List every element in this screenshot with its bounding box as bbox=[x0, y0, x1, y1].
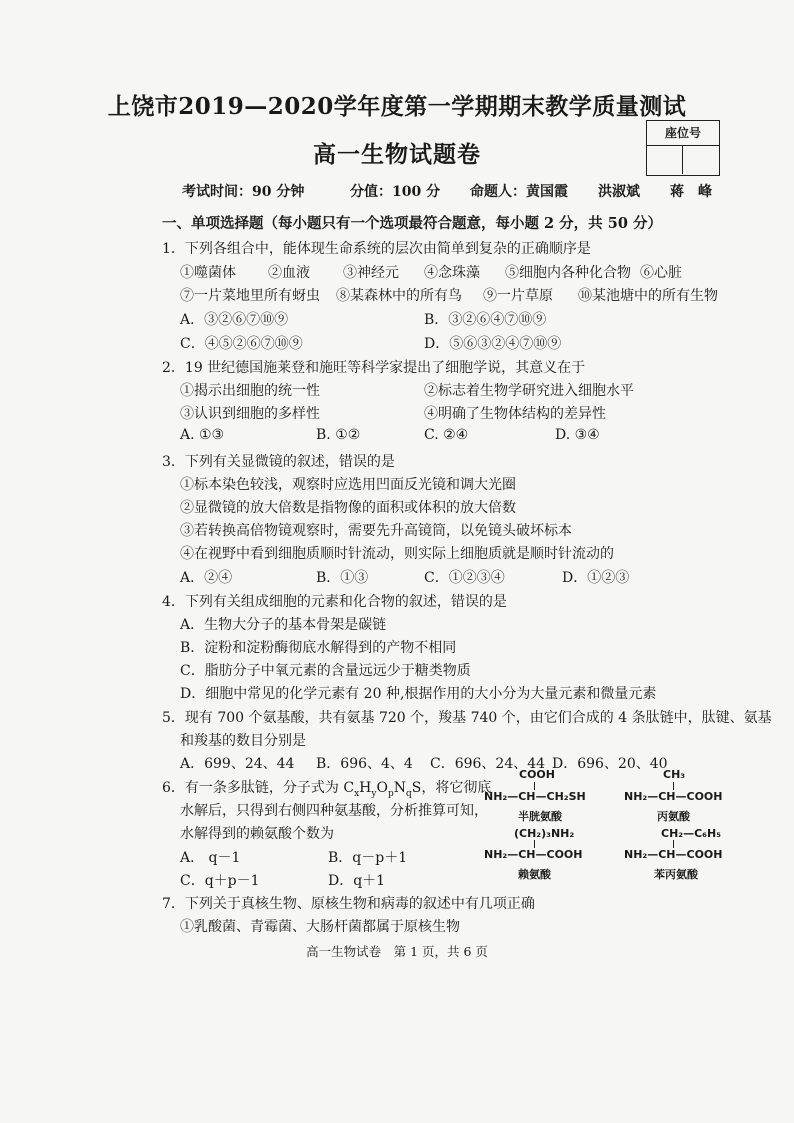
q2-statement-1: ①揭示出细胞的统一性 bbox=[180, 383, 320, 399]
q6-option-c: C．q＋p－1 bbox=[180, 873, 260, 889]
q3-option-a: A．②④ bbox=[180, 570, 233, 586]
exam-score: 分值：100 分 bbox=[350, 184, 441, 200]
lys-backbone: NH₂—CH—COOH bbox=[484, 848, 583, 861]
q2-option-c: C. ②④ bbox=[424, 427, 469, 443]
q4-option-b: B．淀粉和淀粉酶彻底水解得到的产物不相同 bbox=[180, 640, 457, 656]
ala-backbone: NH₂—CH—COOH bbox=[624, 790, 723, 803]
q2-stem: 2．19 世纪德国施莱登和施旺等科学家提出了细胞学说，其意义在于 bbox=[162, 360, 586, 376]
q2-statement-2: ②标志着生物学研究进入细胞水平 bbox=[424, 383, 634, 399]
cys-name: 半胱氨酸 bbox=[518, 810, 562, 823]
lys-name: 赖氨酸 bbox=[518, 868, 551, 881]
q1-option-a: A．③②⑥⑦⑩⑨ bbox=[180, 312, 289, 328]
q1-item: ⑦一片菜地里所有蚜虫 bbox=[180, 288, 320, 304]
q1-item: ③神经元 bbox=[343, 265, 399, 281]
exam-author-2: 洪淑斌 bbox=[598, 184, 640, 200]
q6-stem-cont: 水解后，只得到右侧四种氨基酸，分析推算可知， bbox=[180, 803, 488, 819]
q6-stem-cont: 水解得到的赖氨酸个数为 bbox=[180, 826, 334, 842]
q3-option-b: B．①③ bbox=[316, 570, 369, 586]
q3-statement-3: ③若转换高倍物镜观察时，需要先升高镜筒，以免镜头破坏标本 bbox=[180, 523, 572, 539]
page-footer: 高一生物试卷 第 1 页，共 6 页 bbox=[306, 944, 488, 959]
exam-author-3: 蒋 峰 bbox=[670, 184, 712, 200]
exam-author: 命题人：黄国霞 bbox=[470, 184, 568, 200]
cys-top-group: COOH bbox=[519, 768, 555, 781]
phe-top-group: CH₂—C₆H₅ bbox=[661, 827, 722, 840]
q2-statement-4: ④明确了生物体结构的差异性 bbox=[424, 406, 606, 422]
q6-option-b: B．q－p＋1 bbox=[328, 850, 408, 866]
q6-option-a: A． q－1 bbox=[180, 850, 241, 866]
q1-item: ⑧某森林中的所有鸟 bbox=[336, 288, 462, 304]
q7-stem: 7．下列关于真核生物、原核生物和病毒的叙述中有几项正确 bbox=[162, 896, 535, 912]
q2-option-a: A. ①③ bbox=[180, 427, 225, 443]
lys-bond bbox=[534, 840, 535, 848]
q1-stem: 1．下列各组合中，能体现生命系统的层次由简单到复杂的正确顺序是 bbox=[162, 241, 591, 257]
q1-item: ①噬菌体 bbox=[180, 265, 236, 281]
phe-bond bbox=[673, 840, 674, 848]
q4-stem: 4．下列有关组成细胞的元素和化合物的叙述，错误的是 bbox=[162, 594, 507, 610]
phe-name: 苯丙氨酸 bbox=[654, 868, 698, 881]
q4-option-d: D．细胞中常见的化学元素有 20 种,根据作用的大小分为大量元素和微量元素 bbox=[180, 686, 657, 702]
q2-option-b: B. ①② bbox=[316, 427, 361, 443]
seat-number-cell bbox=[647, 146, 683, 174]
q1-item: ⑤细胞内各种化合物 bbox=[505, 265, 631, 281]
q5-stem: 5．现有 700 个氨基酸，共有氨基 720 个，羧基 740 个，由它们合成的 4 条肽链中，肽键、氨基 bbox=[162, 710, 772, 726]
q1-item: ⑥心脏 bbox=[640, 265, 682, 281]
cys-bond bbox=[534, 782, 535, 790]
q2-statement-3: ③认识到细胞的多样性 bbox=[180, 406, 320, 422]
q3-option-c: C．①②③④ bbox=[424, 570, 505, 586]
q1-item: ②血液 bbox=[268, 265, 310, 281]
q1-option-d: D．⑤⑥③②④⑦⑩⑨ bbox=[424, 336, 562, 352]
ala-top-group: CH₃ bbox=[663, 768, 686, 781]
q1-item: ⑩某池塘中的所有生物 bbox=[578, 288, 718, 304]
q5-option-b: B．696、4、4 bbox=[316, 756, 413, 772]
q3-statement-1: ①标本染色较浅，观察时应选用凹面反光镜和调大光圈 bbox=[180, 477, 516, 493]
q3-stem: 3．下列有关显微镜的叙述，错误的是 bbox=[162, 454, 395, 470]
ala-name: 丙氨酸 bbox=[657, 810, 690, 823]
cys-backbone: NH₂—CH—CH₂SH bbox=[484, 790, 586, 803]
q1-option-c: C．④⑤②⑥⑦⑩⑨ bbox=[180, 336, 303, 352]
exam-time: 考试时间：90 分钟 bbox=[182, 184, 305, 200]
q3-statement-2: ②显微镜的放大倍数是指物像的面积或体积的放大倍数 bbox=[180, 500, 516, 516]
q1-option-b: B．③②⑥④⑦⑩⑨ bbox=[424, 312, 547, 328]
q1-item: ⑨一片草原 bbox=[483, 288, 553, 304]
phe-backbone: NH₂—CH—COOH bbox=[624, 848, 723, 861]
section-heading: 一、单项选择题（每小题只有一个选项最符合题意，每小题 2 分，共 50 分） bbox=[162, 215, 662, 232]
exam-subtitle: 高一生物试题卷 bbox=[313, 141, 481, 168]
q6-stem: 6．有一条多肽链，分子式为 $C_xH_yO_pN_qS$，将它彻底 bbox=[162, 780, 492, 799]
q6-option-d: D．q＋1 bbox=[328, 873, 386, 889]
lys-top-group: (CH₂)₃NH₂ bbox=[514, 827, 575, 840]
q5-option-d: D．696、20、40 bbox=[552, 756, 668, 772]
q5-option-a: A．699、24、44 bbox=[180, 756, 295, 772]
exam-title: 上饶市2019—2020学年度第一学期期末教学质量测试 bbox=[107, 93, 687, 120]
seat-number-label: 座位号 bbox=[647, 121, 719, 146]
q3-statement-4: ④在视野中看到细胞质顺时针流动，则实际上细胞质就是顺时针流动的 bbox=[180, 546, 614, 562]
q3-option-d: D．①②③ bbox=[562, 570, 630, 586]
q4-option-a: A．生物大分子的基本骨架是碳链 bbox=[180, 617, 387, 633]
q2-option-d: D. ③④ bbox=[555, 427, 600, 443]
ala-bond bbox=[673, 782, 674, 790]
q4-option-c: C．脂肪分子中氧元素的含量远远少于糖类物质 bbox=[180, 663, 471, 679]
q5-option-c: C．696、24、44 bbox=[430, 756, 546, 772]
q7-statement-1: ①乳酸菌、青霉菌、大肠杆菌都属于原核生物 bbox=[180, 919, 460, 935]
q5-stem-cont: 和羧基的数目分别是 bbox=[180, 733, 306, 749]
q1-item: ④念珠藻 bbox=[424, 265, 480, 281]
seat-number-box bbox=[646, 120, 720, 176]
